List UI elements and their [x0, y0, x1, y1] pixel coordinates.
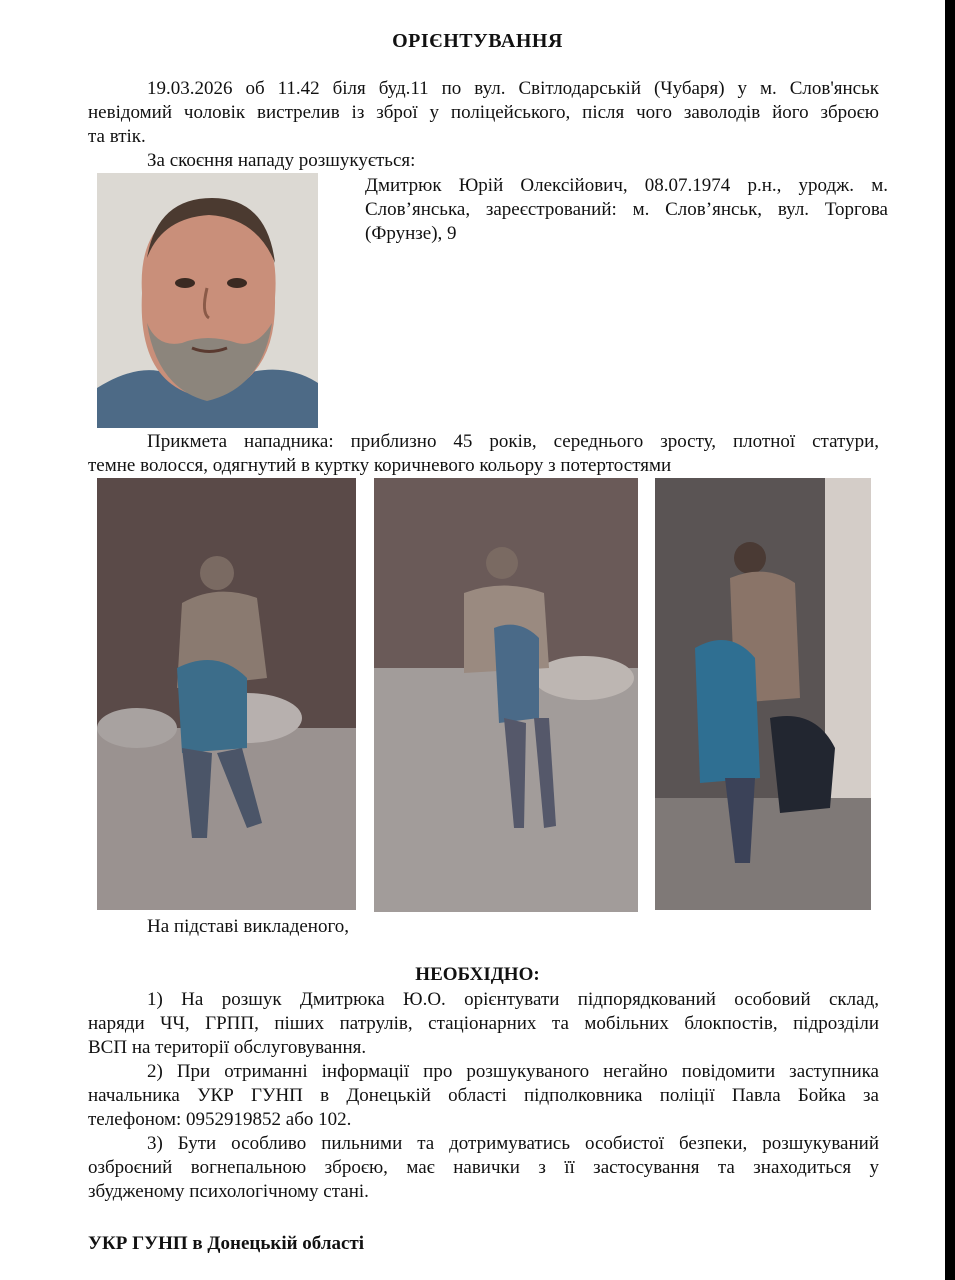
document-title: ОРІЄНТУВАННЯ	[392, 30, 563, 52]
required-heading: НЕОБХІДНО:	[415, 964, 540, 985]
cctv-photo-2	[374, 478, 638, 912]
cctv-image-2	[374, 478, 638, 912]
item-1-line-3: ВСП на території обслуговування.	[88, 1037, 367, 1058]
suspect-portrait-photo	[97, 173, 318, 428]
intro-line-1: 19.03.2026 об 11.42 біля буд.11 по вул. Світлодарській (Чубаря) у м. Слов'янськ	[147, 78, 879, 99]
intro-line-3: та втік.	[88, 126, 146, 147]
item-1-line-2: наряди ЧЧ, ГРПП, піших патрулів, стаціонарних та мобільних блокпостів, підрозділи	[88, 1013, 879, 1034]
cctv-photo-1	[97, 478, 356, 910]
suspect-line-2: Слов’янська, зареєстрований: м. Слов’янськ, вул. Торгова	[365, 199, 888, 220]
item-3-line-1: 3) Бути особливо пильними та дотримуватись особистої безпеки, розшукуваний	[147, 1133, 879, 1154]
item-3-line-3: збудженому психологічному стані.	[88, 1181, 369, 1202]
suspect-line-3: (Фрунзе), 9	[365, 223, 457, 244]
description-line-2: темне волосся, одягнутий в куртку коричневого кольору з потертостями	[88, 455, 672, 476]
portrait-image	[97, 173, 318, 428]
item-2-line-3: телефоном: 0952919852 або 102.	[88, 1109, 352, 1130]
basis-text: На підставі викладеного,	[147, 916, 350, 937]
item-2-line-1: 2) При отриманні інформації про розшукуваного негайно повідомити заступника	[147, 1061, 879, 1082]
item-3-line-2: озброєний вогнепальною зброєю, має навички з її застосування та знаходиться у	[88, 1157, 879, 1178]
item-1-line-1: 1) На розшук Дмитрюка Ю.О. орієнтувати підпорядкований особовий склад,	[147, 989, 879, 1010]
cctv-image-3	[655, 478, 871, 910]
description-line-1: Прикмета нападника: приблизно 45 років, середнього зросту, плотної статури,	[147, 431, 879, 452]
intro-line-2: невідомий чоловік вистрелив із зброї у поліцейського, після чого заволодів його зброєю	[88, 102, 879, 123]
wanted-label: За скоєння нападу розшукується:	[147, 150, 416, 171]
item-2-line-2: начальника УКР ГУНП в Донецькій області підполковника поліції Павла Бойка за	[88, 1085, 879, 1106]
signature-organization: УКР ГУНП в Донецькій області	[88, 1233, 365, 1254]
cctv-image-1	[97, 478, 356, 910]
cctv-photo-3	[655, 478, 871, 910]
suspect-line-1: Дмитрюк Юрій Олексійович, 08.07.1974 р.н., уродж. м.	[365, 175, 888, 196]
